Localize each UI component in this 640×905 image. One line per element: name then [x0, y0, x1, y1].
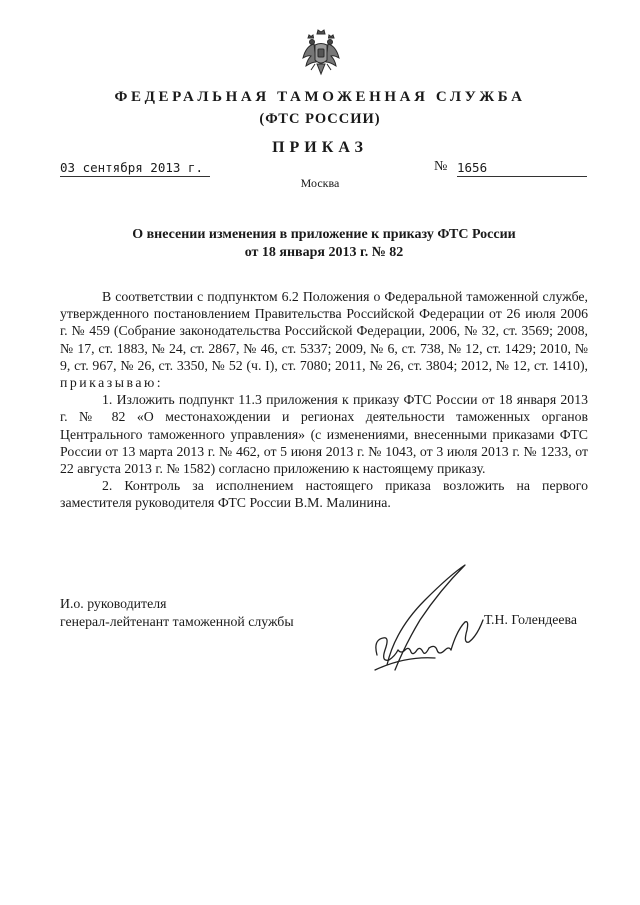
subject-line-1: О внесении изменения в приложение к приказу ФТС России: [132, 227, 516, 242]
signer-position: [60, 595, 294, 630]
document-date: 03 сентября 2013 г.: [60, 160, 210, 177]
number-label: №: [434, 159, 448, 174]
intro-order-word: приказываю:: [60, 375, 164, 391]
document-type-title: ПРИКАЗ: [272, 139, 368, 156]
item-2-paragraph: 2. Контроль за исполнением настоящего приказа возложить на первого заместителя руководителя ФТС России В.М. Малинина.: [60, 478, 588, 511]
handwritten-signature-icon: [365, 560, 490, 680]
signer-position-line-2: генерал-лейтенант таможенной службы: [60, 613, 294, 629]
signer-position-line-1: И.о. руководителя: [60, 596, 167, 611]
document-number: 1656: [457, 160, 587, 177]
coat-of-arms-icon: [300, 28, 342, 80]
signer-name: Т.Н. Голендеева: [484, 612, 577, 627]
intro-paragraph: [60, 288, 588, 391]
document-city: Москва: [300, 176, 340, 190]
intro-text: В соответствии с подпунктом 6.2 Положения о Федеральной таможенной службе, утвержденного постановлением Правительства Российской Федерации от 26 июля 2006 г. № 459 (Собрание законодательства Российской Федерации, 2006, № 32, ст. 3569; 2008, № 17, ст. 1883, № 24, ст. 2867, № 46, ст. 5337; 2009, № 6, ст. 738, № 12, ст. 1429; 2010, № 9, ст. 967, № 26, ст. 3350, № 52 (ч. I), ст. 7080; 2011, № 26, ст. 3804; 2012, № 12, ст. 1410),: [60, 289, 588, 373]
agency-name: ФЕДЕРАЛЬНАЯ ТАМОЖЕННАЯ СЛУЖБА: [114, 89, 526, 105]
item-1-paragraph: 1. Изложить подпункт 11.3 приложения к приказу ФТС России от 18 января 2013 г. № 82 «О местонахождении и регионах деятельности таможенных органов Центрального таможенного управления» (с изменениями, внесенными приказами ФТС России от 13 марта 2013 г. № 462, от 5 июня 2013 г. № 1043, от 3 июля 2013 г. № 1233, от 22 августа 2013 г. № 1582) согласно приложению к настоящему приказу.: [60, 392, 588, 477]
document-subject: [60, 226, 588, 262]
agency-abbreviation: (ФТС РОССИИ): [259, 111, 381, 127]
document-body: [60, 288, 588, 512]
subject-line-2: от 18 января 2013 г. № 82: [244, 245, 404, 260]
